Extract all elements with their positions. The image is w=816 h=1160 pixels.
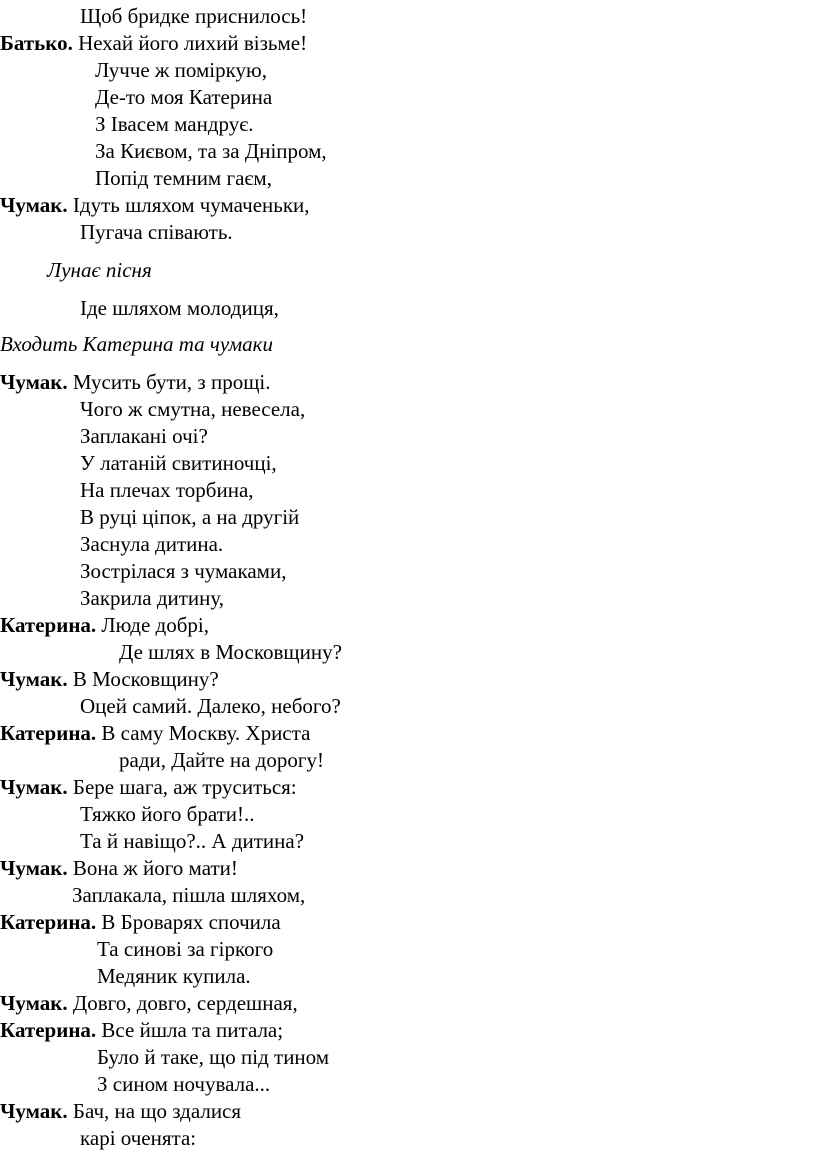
text-line <box>80 693 341 719</box>
speaker-name: Катерина. <box>0 910 97 934</box>
verse-line: Попід темним гаєм, <box>95 166 272 190</box>
verse-line: Оцей самий. Далеко, небого? <box>80 694 341 718</box>
verse-line: Заплакані очі? <box>80 424 208 448</box>
verse-line: Іде шляхом молодиця, <box>80 296 279 320</box>
stage-direction: Лунає пісня <box>47 258 152 282</box>
text-line <box>95 84 272 110</box>
dialogue-text: В Броварях спочила <box>96 910 281 934</box>
text-line <box>80 477 254 503</box>
text-line <box>80 1125 196 1151</box>
text-line <box>0 774 297 800</box>
text-line <box>47 257 152 283</box>
text-line <box>0 666 219 692</box>
dialogue-text: Мусить бути, з прощі. <box>67 370 271 394</box>
verse-line: Заснула дитина. <box>80 532 224 556</box>
verse-line: Та синові за гіркого <box>97 937 274 961</box>
verse-line: З Івасем мандрує. <box>95 112 254 136</box>
speaker-name: Чумак. <box>0 775 68 799</box>
speaker-name: Чумак. <box>0 856 68 880</box>
speaker-name: Чумак. <box>0 370 68 394</box>
verse-line: В руці ціпок, а на другій <box>80 505 300 529</box>
verse-line: ради, Дайте на дорогу! <box>119 748 324 772</box>
text-line <box>0 192 310 218</box>
speaker-name: Катерина. <box>0 721 97 745</box>
text-line <box>80 219 233 245</box>
text-line <box>97 963 251 989</box>
verse-line: Де шлях в Московщину? <box>119 640 342 664</box>
speaker-name: Чумак. <box>0 1099 68 1123</box>
text-line <box>80 295 279 321</box>
text-line <box>80 3 307 29</box>
verse-line: Та й навіщо?.. А дитина? <box>80 829 305 853</box>
verse-line: Пугача співають. <box>80 220 233 244</box>
speaker-name: Чумак. <box>0 667 68 691</box>
dialogue-text: В Московщину? <box>67 667 219 691</box>
dialogue-text: Бач, на що здалися <box>67 1099 242 1123</box>
speaker-name: Чумак. <box>0 193 68 217</box>
text-line <box>80 396 305 422</box>
verse-line: Заплакала, пішла шляхом, <box>72 883 306 907</box>
dialogue-text: Люде добрі, <box>96 613 209 637</box>
text-line <box>0 30 307 56</box>
dialogue-text: Нехай його лихий візьме! <box>72 31 308 55</box>
text-line <box>0 1098 241 1124</box>
verse-line: На плечах торбина, <box>80 478 254 502</box>
verse-line: Медяник купила. <box>97 964 251 988</box>
text-line <box>80 531 223 557</box>
verse-line: У латаній свитиночці, <box>80 451 277 475</box>
text-line <box>97 936 273 962</box>
dialogue-text: Все йшла та питала; <box>96 1018 284 1042</box>
verse-line: Де-то моя Катерина <box>95 85 273 109</box>
text-line <box>80 801 255 827</box>
dialogue-text: Бере шага, аж труситься: <box>67 775 297 799</box>
text-line <box>0 369 270 395</box>
text-line <box>95 138 327 164</box>
text-line <box>97 1044 329 1070</box>
text-line <box>72 882 305 908</box>
speaker-name: Катерина. <box>0 1018 97 1042</box>
speaker-name: Катерина. <box>0 613 97 637</box>
text-line <box>0 990 298 1016</box>
verse-line: Тяжко його брати!.. <box>80 802 255 826</box>
text-line <box>0 720 310 746</box>
text-line <box>80 423 208 449</box>
text-line <box>0 612 209 638</box>
text-line <box>0 855 238 881</box>
verse-line: За Києвом, та за Дніпром, <box>95 139 327 163</box>
text-line <box>80 558 286 584</box>
verse-line: Лучче ж поміркую, <box>95 58 267 82</box>
stage-direction: Входить Катерина та чумаки <box>0 332 273 356</box>
text-line <box>97 1071 270 1097</box>
verse-line: Чого ж смутна, невесела, <box>80 397 306 421</box>
verse-line: Було й таке, що під тином <box>97 1045 330 1069</box>
text-line <box>95 165 272 191</box>
dialogue-text: В саму Москву. Христа <box>96 721 311 745</box>
verse-line: Щоб бридке приснилось! <box>80 4 308 28</box>
verse-line: З сином ночувала... <box>97 1072 271 1096</box>
text-line <box>0 909 281 935</box>
dialogue-text: Ідуть шляхом чумаченьки, <box>67 193 310 217</box>
dialogue-text: Довго, довго, сердешная, <box>67 991 298 1015</box>
speaker-name: Чумак. <box>0 991 68 1015</box>
text-line <box>119 747 324 773</box>
verse-line: Зострілася з чумаками, <box>80 559 287 583</box>
text-line <box>80 585 224 611</box>
text-line <box>0 1017 283 1043</box>
text-line <box>95 57 267 83</box>
verse-line: карі оченята: <box>80 1126 197 1150</box>
text-line <box>80 504 299 530</box>
text-line <box>119 639 342 665</box>
text-line <box>0 331 273 357</box>
dialogue-text: Вона ж його мати! <box>67 856 238 880</box>
speaker-name: Батько. <box>0 31 73 55</box>
text-line <box>80 828 304 854</box>
text-line <box>80 450 277 476</box>
verse-line: Закрила дитину, <box>80 586 225 610</box>
text-line <box>95 111 254 137</box>
